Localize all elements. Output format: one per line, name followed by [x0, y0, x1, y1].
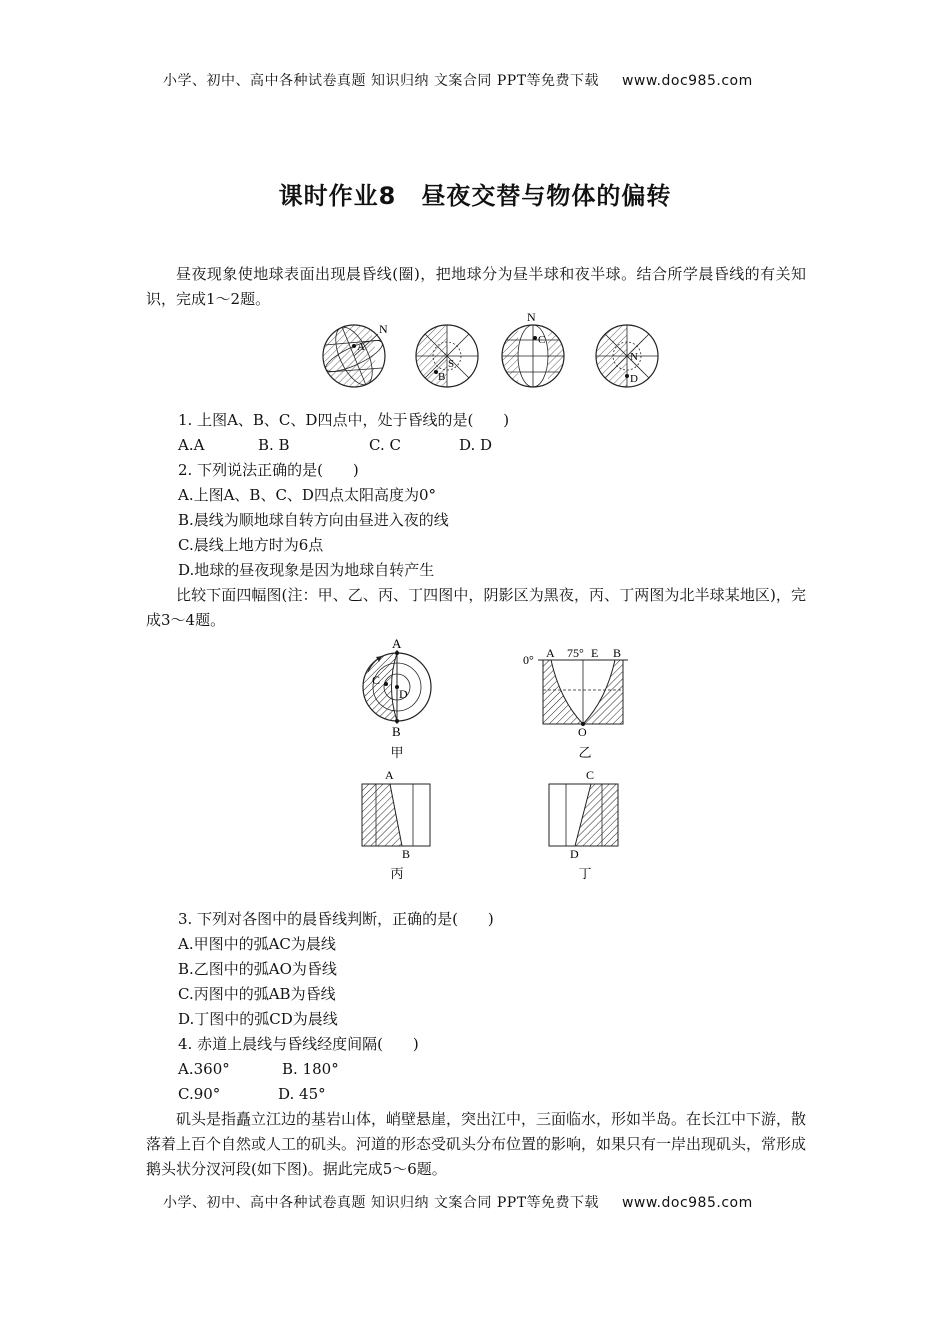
q2-option-a[interactable]: A.上图A、B、C、D四点太阳高度为0°	[178, 486, 437, 504]
q3-option-c[interactable]: C.丙图中的弧AB为昏线	[178, 985, 336, 1003]
yi-label-e: E	[591, 646, 599, 660]
diagram-bing	[362, 784, 430, 846]
globe-4-label-n: N	[630, 351, 638, 363]
jia-label-c: C	[372, 673, 381, 687]
q4-option-d[interactable]: D. 45°	[278, 1085, 326, 1103]
jia-label-a: A	[392, 636, 402, 651]
question-2-stem: 2. 下列说法正确的是( )	[178, 461, 359, 479]
ding-caption: 丁	[578, 866, 592, 881]
question-4-options-row1	[178, 1057, 339, 1082]
q1-option-c[interactable]: C. C	[369, 436, 401, 454]
ding-label-c: C	[586, 768, 595, 782]
bing-caption: 丙	[390, 866, 404, 881]
yi-label-a: A	[546, 646, 555, 660]
yi-caption: 乙	[578, 745, 592, 760]
globe-2-label-s: S	[448, 358, 455, 370]
q1-option-b[interactable]: B. B	[258, 436, 290, 454]
header-text: 小学、初中、高中各种试卷真题 知识归纳 文案合同 PPT等免费下载	[163, 73, 600, 89]
q3-option-d[interactable]: D.丁图中的弧CD为晨线	[178, 1010, 338, 1028]
diagram-ding	[549, 784, 618, 846]
globe-4-label-d: D	[630, 373, 638, 385]
jia-label-d: D	[399, 687, 408, 701]
question-1-stem: 1. 上图A、B、C、D四点中，处于昏线的是( )	[178, 411, 510, 429]
q3-option-b[interactable]: B.乙图中的弧AO为昏线	[178, 960, 337, 978]
globe-1-label-a: A	[357, 341, 365, 353]
q4-option-c[interactable]: C.90°	[178, 1085, 221, 1103]
yi-label-o: O	[578, 725, 587, 739]
header-url[interactable]: www.doc985.com	[621, 73, 753, 89]
globe-2-label-b: B	[438, 371, 446, 383]
diagram-yi	[538, 660, 628, 726]
q3-option-a[interactable]: A.甲图中的弧AC为晨线	[178, 935, 336, 953]
ding-label-d: D	[570, 847, 579, 861]
intro-paragraph-2: 比较下面四幅图(注：甲、乙、丙、丁四图中，阴影区为黑夜，丙、丁两图为北半球某地区)，完成3～4题。	[146, 586, 806, 629]
q4-option-a[interactable]: A.360°	[178, 1060, 230, 1078]
footer-text: 小学、初中、高中各种试卷真题 知识归纳 文案合同 PPT等免费下载	[163, 1195, 600, 1211]
diagram-jia	[363, 650, 431, 724]
yi-label-b: B	[613, 646, 622, 660]
bing-label-a: A	[385, 768, 394, 782]
globe-3-label-c: C	[538, 334, 546, 346]
page-footer	[163, 1192, 753, 1212]
bing-label-b: B	[402, 847, 411, 861]
yi-label-75: 75°	[567, 646, 584, 660]
globe-1-label-n: N	[379, 322, 388, 336]
globe-3-label-n: N	[527, 310, 536, 324]
q2-option-b[interactable]: B.晨线为顺地球自转方向由昼进入夜的线	[178, 511, 449, 529]
jia-caption: 甲	[390, 745, 404, 760]
jia-label-b: B	[392, 724, 401, 739]
question-3-stem: 3. 下列对各图中的晨昏线判断，正确的是( )	[178, 910, 494, 928]
q1-option-a[interactable]: A.A	[178, 436, 205, 454]
intro-paragraph-3: 矶头是指矗立江边的基岩山体，峭壁悬崖，突出江中，三面临水，形如半岛。在长江中下游，散落着上百个自然或人工的矶头。河道的形态受矶头分布位置的影响，如果只有一岸出现矶头，常形成鹅头状分汊河段(如下图)。据此完成5～6题。	[146, 1110, 807, 1178]
q4-option-b[interactable]: B. 180°	[282, 1060, 339, 1078]
question-4-stem: 4. 赤道上晨线与昏线经度间隔( )	[178, 1035, 419, 1053]
q1-option-d[interactable]: D. D	[459, 436, 493, 454]
page-title: 课时作业8 昼夜交替与物体的偏转	[278, 182, 672, 210]
footer-url[interactable]: www.doc985.com	[621, 1195, 753, 1211]
q2-option-d[interactable]: D.地球的昼夜现象是因为地球自转产生	[178, 561, 435, 579]
yi-label-zero: 0°	[523, 653, 534, 667]
intro-paragraph-1: 昼夜现象使地球表面出现晨昏线(圈)，把地球分为昼半球和夜半球。结合所学晨昏线的有关知识，完成1～2题。	[146, 265, 806, 308]
question-4-options-row2	[178, 1082, 326, 1107]
q2-option-c[interactable]: C.晨线上地方时为6点	[178, 536, 324, 554]
